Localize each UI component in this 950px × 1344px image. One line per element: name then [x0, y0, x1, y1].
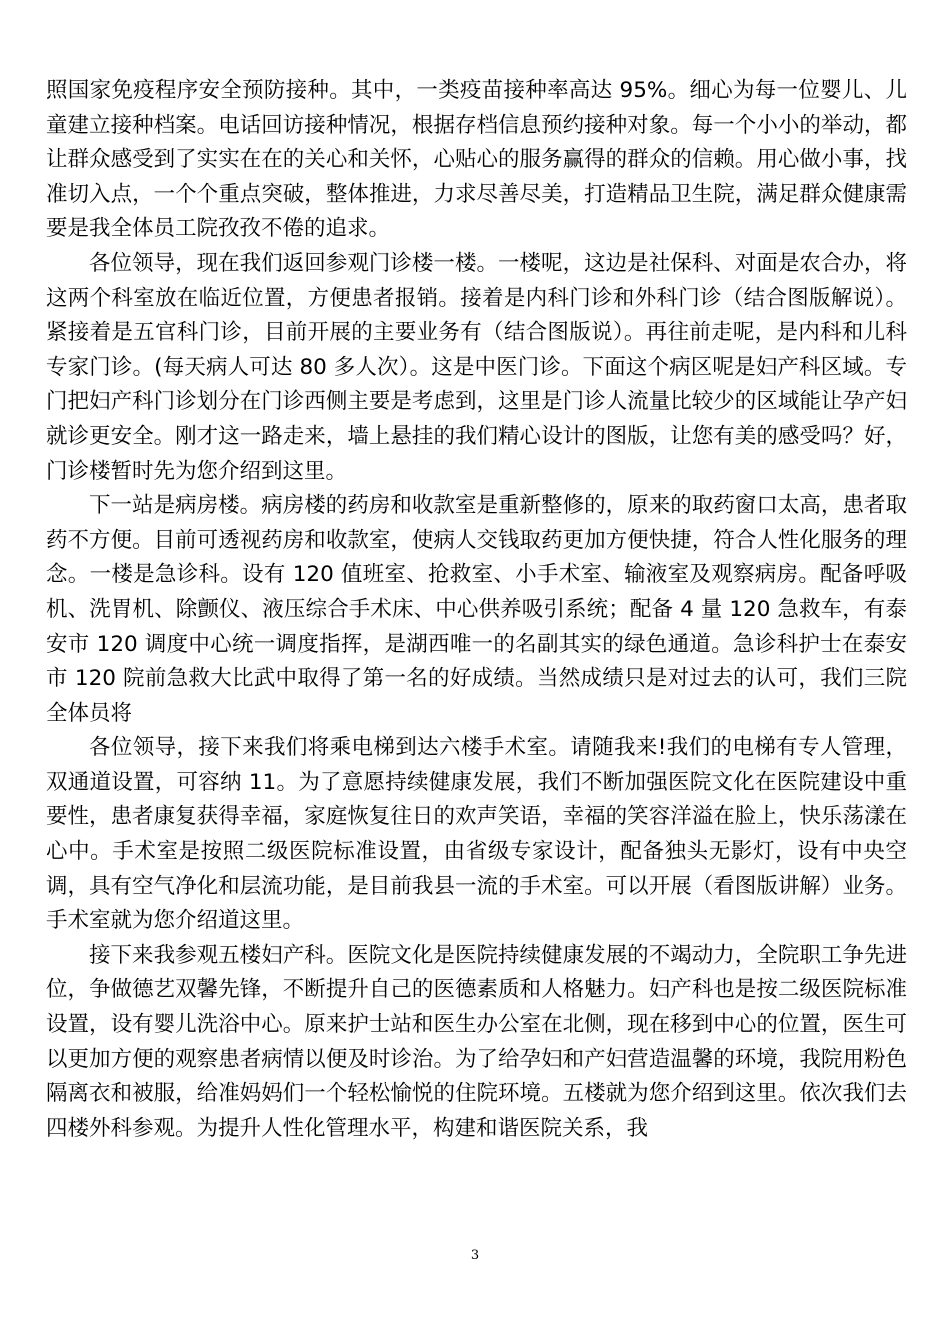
page-number: 3 [470, 1248, 480, 1263]
paragraph-3: 下一站是病房楼。病房楼的药房和收款室是重新整修的，原来的取药窗口太高，患者取药不方便。目前可透视药房和收款室，使病人交钱取药更加方便快捷，符合人性化服务的理念。一楼是急诊科。设有 120 值班室、抢救室、小手术室、输液室及观察病房。配备呼吸机、洗胃机、除颤仪、液压综合手术床、中心供养吸引系统；配备 4 量 120 急救车，有泰安市 120 调度中心统一调度指挥，是湖西唯一的名副其实的绿色通道。急诊科护士在泰安市 120 院前急救大比武中取得了第一名的好成绩。当然成绩只是对过去的认可，我们三院全体员将 [46, 493, 907, 726]
document-body [46, 74, 907, 1146]
paragraph-1: 照国家免疫程序安全预防接种。其中，一类疫苗接种率高达 95%。细心为每一位婴儿、儿童建立接种档案。电话回访接种情况，根据存档信息预约接种对象。每一个小小的举动，都让群众感受到了实实在在的关心和关怀，心贴心的服务赢得的群众的信赖。用心做小事，找准切入点，一个个重点突破，整体推进，力求尽善尽美，打造精品卫生院，满足群众健康需要是我全体员工院孜孜不倦的追求。 [46, 78, 907, 242]
paragraph-2: 各位领导，现在我们返回参观门诊楼一楼。一楼呢，这边是社保科、对面是农合办，将这两个科室放在临近位置，方便患者报销。接着是内科门诊和外科门诊（结合图版解说）。紧接着是五官科门诊，目前开展的主要业务有（结合图版说）。再往前走呢，是内科和儿科专家门诊。(每天病人可达 80 多人次）。这是中医门诊。下面这个病区呢是妇产科区域。专门把妇产科门诊划分在门诊西侧主要是考虑到，这里是门诊人流量比较少的区域能让孕产妇就诊更安全。刚才这一路走来，墙上悬挂的我们精心设计的图版，让您有美的感受吗？好，门诊楼暂时先为您介绍到这里。 [46, 250, 907, 484]
paragraph-4: 各位领导，接下来我们将乘电梯到达六楼手术室。请随我来!我们的电梯有专人管理，双通道设置，可容纳 11。为了意愿持续健康发展，我们不断加强医院文化在医院建设中重要性，患者康复获得幸福，家庭恢复往日的欢声笑语，幸福的笑容洋溢在脸上，快乐荡漾在心中。手术室是按照二级医院标准设置，由省级专家设计，配备独头无影灯，设有中央空调，具有空气净化和层流功能，是目前我县一流的手术室。可以开展（看图版讲解）业务。手术室就为您介绍道这里。 [46, 735, 907, 934]
paragraph-5: 接下来我参观五楼妇产科。医院文化是医院持续健康发展的不竭动力，全院职工争先进位，争做德艺双馨先锋，不断提升自己的医德素质和人格魅力。妇产科也是按二级医院标准设置，设有婴儿洗浴中心。原来护士站和医生办公室在北侧，现在移到中心的位置，医生可以更加方便的观察患者病情以便及时诊治。为了给孕妇和产妇营造温馨的环境，我院用粉色隔离衣和被服，给准妈妈们一个轻松愉悦的住院环境。五楼就为您介绍到这里。依次我们去四楼外科参观。为提升人性化管理水平，构建和谐医院关系，我 [46, 942, 907, 1141]
